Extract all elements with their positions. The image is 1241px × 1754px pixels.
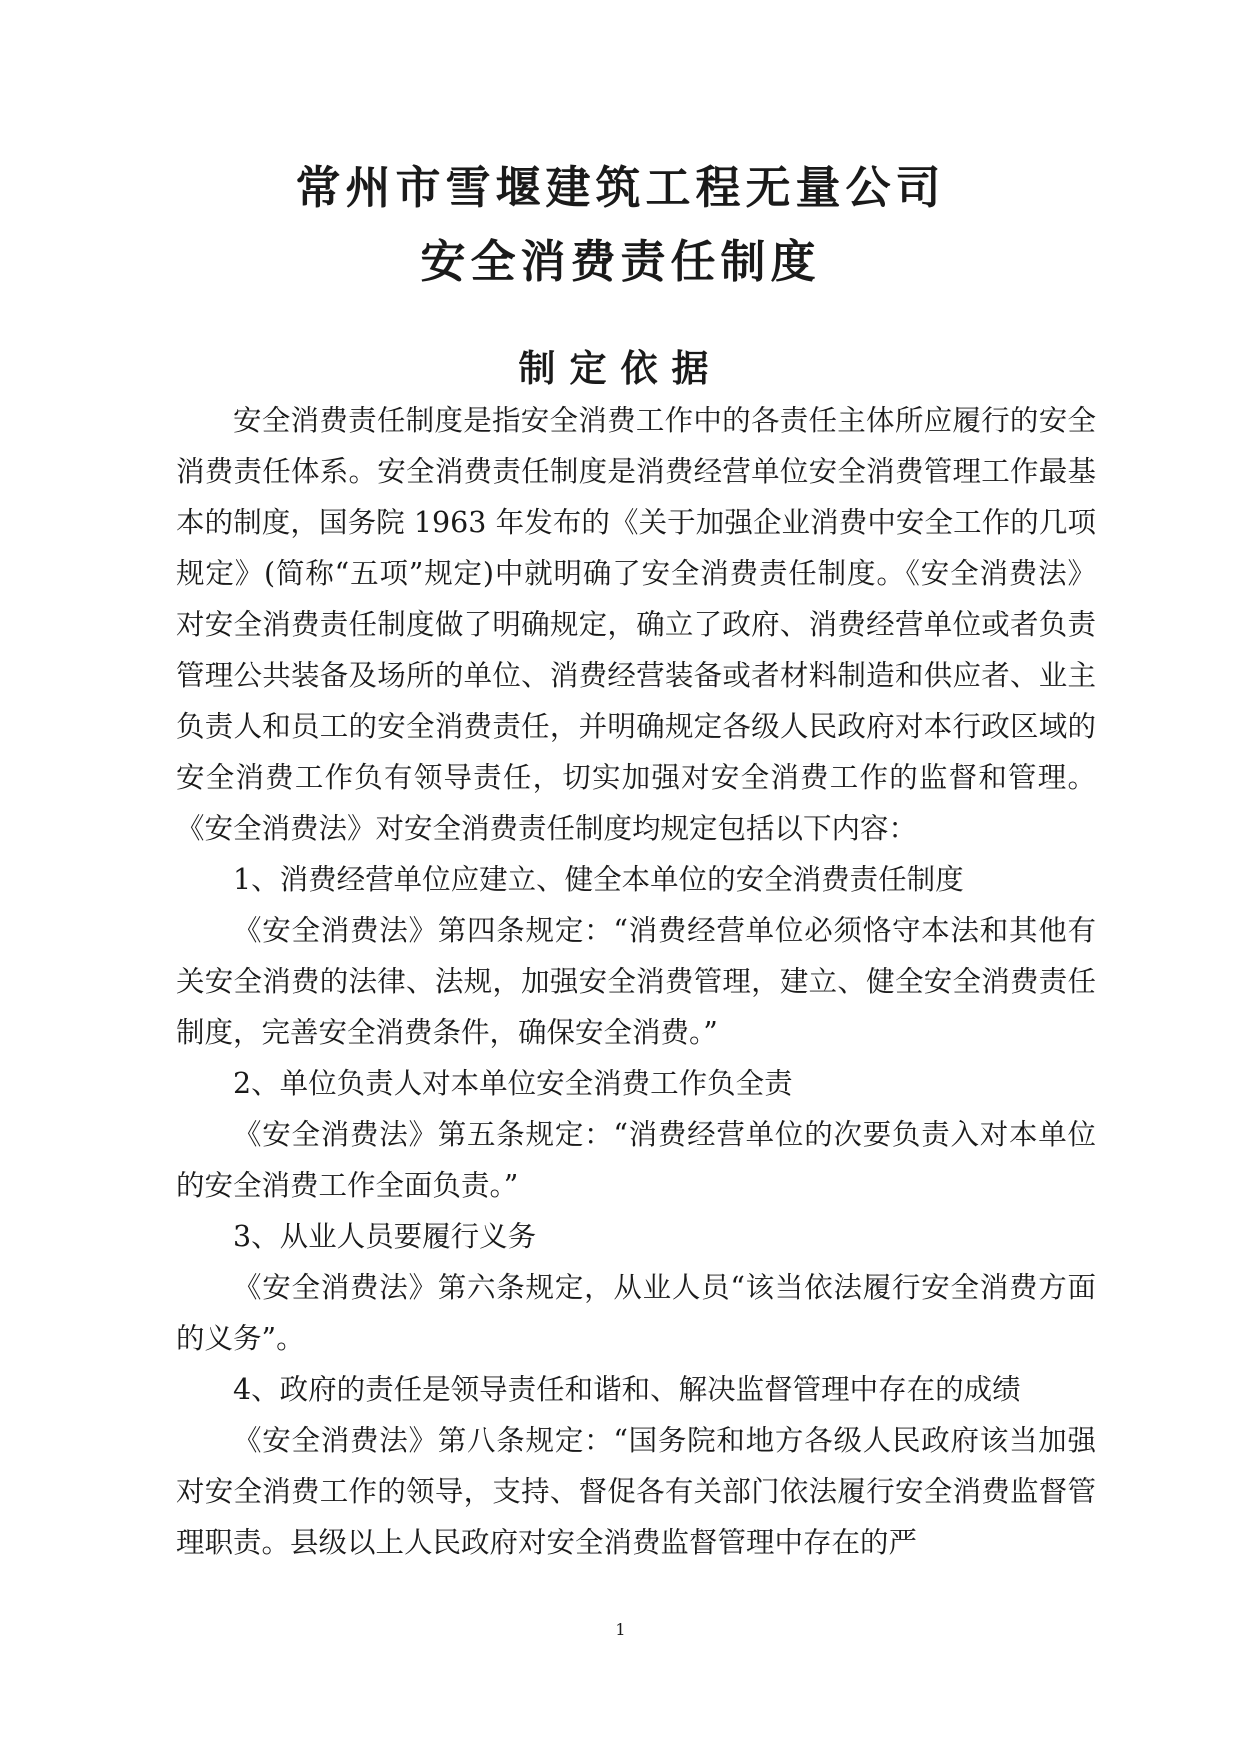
paragraph-item-2-heading: 2、单位负责人对本单位安全消费工作负全责 <box>233 1067 793 1100</box>
paragraph-item-4-body: 《安全消费法》第八条规定：“国务院和地方各级人民政府该当加强对安全消费工作的领导，支持、督促各有关部门依法履行安全消费监督管理职责。县级以上人民政府对安全消费监督管理中存在的严 <box>176 1424 1096 1559</box>
paragraph-item-2-body: 《安全消费法》第五条规定：“消费经营单位的次要负责入对本单位的安全消费工作全面负责。” <box>176 1118 1096 1202</box>
paragraph-intro: 安全消费责任制度是指安全消费工作中的各责任主体所应履行的安全消费责任体系。安全消费责任制度是消费经营单位安全消费管理工作最基本的制度，国务院 1963 年发布的《关于加强企业消费中安全工作的几项规定》(简称“五项”规定)中就明确了安全消费责任制度。《安全消费法》对安全消费责任制度做了明确规定，确立了政府、消费经营单位或者负责管理公共装备及场所的单位、消费经营装备或者材料制造和供应者、业主负责人和员工的安全消费责任，并明确规定各级人民政府对本行政区域的安全消费工作负有领导责任，切实加强对安全消费工作的监督和管理。《安全消费法》对安全消费责任制度均规定包括以下内容： <box>176 404 1096 845</box>
paragraph-item-1-body: 《安全消费法》第四条规定：“消费经营单位必须恪守本法和其他有关安全消费的法律、法规，加强安全消费管理，建立、健全安全消费责任制度，完善安全消费条件，确保安全消费。” <box>176 914 1096 1049</box>
document-body <box>176 395 1096 1568</box>
document-title-policy: 安全消费责任制度 <box>420 235 821 288</box>
document-title-company: 常州市雪堰建筑工程无量公司 <box>295 161 946 214</box>
section-heading: 制定依据 <box>518 347 723 390</box>
page-number: 1 <box>615 1620 626 1639</box>
paragraph-item-4-heading: 4、政府的责任是领导责任和谐和、解决监督管理中存在的成绩 <box>233 1373 1021 1406</box>
paragraph-item-1-heading: 1、消费经营单位应建立、健全本单位的安全消费责任制度 <box>233 863 964 896</box>
paragraph-item-3-heading: 3、从业人员要履行义务 <box>233 1220 537 1253</box>
paragraph-item-3-body: 《安全消费法》第六条规定，从业人员“该当依法履行安全消费方面的义务”。 <box>176 1271 1096 1355</box>
